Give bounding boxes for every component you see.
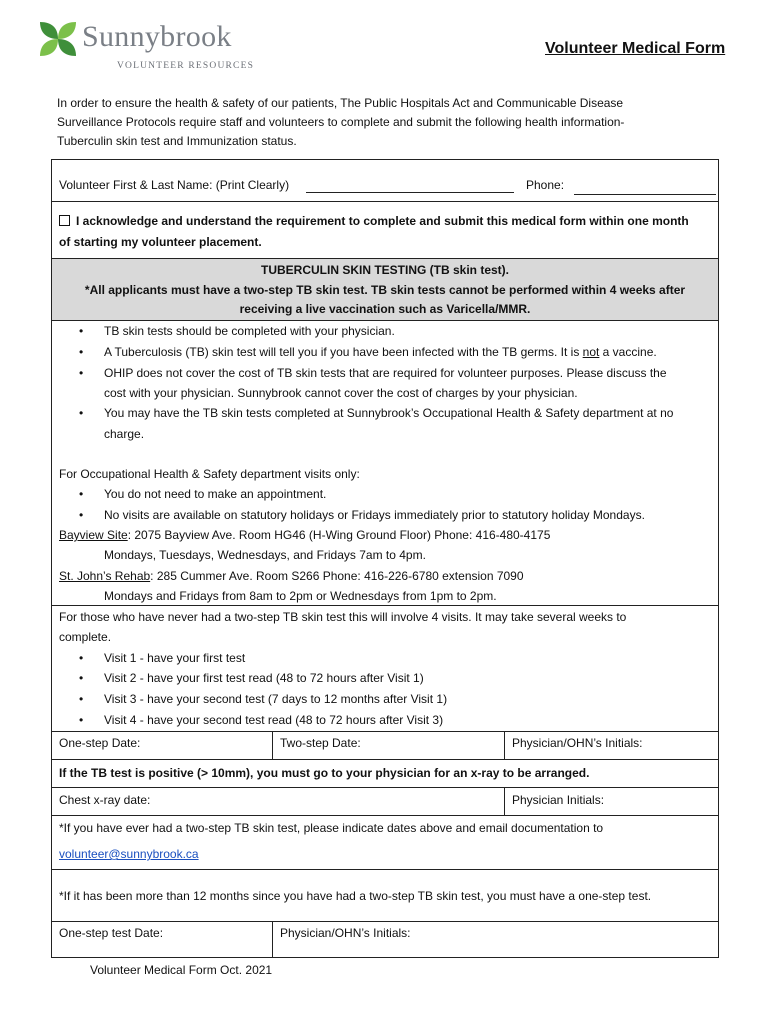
visits-intro: complete.: [59, 630, 112, 644]
phone-input-line[interactable]: [574, 194, 716, 195]
list-item: • Visit 4 - have your second test read (48 to 72 hours after Visit 3): [104, 713, 443, 727]
acknowledge-row: [52, 202, 718, 259]
phone-label: Phone:: [526, 178, 565, 192]
positive-notice-row: [52, 760, 718, 788]
tb-info-section: [52, 321, 718, 606]
chest-xray-date-field[interactable]: Chest x-ray date:: [59, 793, 151, 807]
medical-form-table: [51, 159, 719, 958]
page-title: Volunteer Medical Form: [545, 40, 726, 57]
logo-wordmark: Sunnybrook: [82, 20, 232, 53]
positive-notice: If the TB test is positive (> 10mm), you must go to your physician for an x-ray to be arranged.: [59, 766, 590, 780]
footer-text: Volunteer Medical Form Oct. 2021: [90, 963, 273, 977]
acknowledge-text: of starting my volunteer placement.: [59, 235, 262, 249]
logo-subtitle: VOLUNTEER RESOURCES: [117, 61, 255, 71]
list-item-continued: cost with your physician. Sunnybrook cannot cover the cost of charges by your physician.: [104, 386, 578, 400]
intro-line: In order to ensure the health & safety of our patients, The Public Hospitals Act and Communicable Disease: [57, 96, 624, 110]
stjohns-hours: Mondays and Fridays from 8am to 2pm or Wednesdays from 1pm to 2pm.: [104, 589, 497, 603]
one-step-test-row: [52, 922, 718, 958]
physician-ohn-initials-field-2[interactable]: Physician/OHN’s Initials:: [280, 926, 411, 940]
list-item: • You do not need to make an appointment.: [104, 487, 326, 501]
physician-ohn-initials-field[interactable]: Physician/OHN’s Initials:: [512, 736, 643, 750]
physician-initials-field[interactable]: Physician Initials:: [512, 793, 605, 807]
visits-intro: For those who have never had a two-step TB skin test this will involve 4 visits. It may take several weeks to: [59, 610, 627, 624]
email-note: *If you have ever had a two-step TB skin test, please indicate dates above and email documentation to: [59, 821, 604, 835]
list-item: • Visit 1 - have your first test: [104, 651, 245, 665]
acknowledge-checkbox[interactable]: [59, 215, 70, 226]
twelve-months-row: [52, 870, 718, 922]
tb-subheading: receiving a live vaccination such as Varicella/MMR.: [239, 302, 531, 316]
tb-heading: TUBERCULIN SKIN TESTING (TB skin test).: [260, 263, 509, 277]
intro-paragraph: [57, 94, 707, 151]
tb-dates-row: [52, 732, 718, 760]
list-item: • Visit 3 - have your second test (7 days to 12 months after Visit 1): [104, 692, 447, 706]
chest-xray-row: [52, 788, 718, 816]
name-input-line[interactable]: [306, 192, 514, 193]
list-item: • You may have the TB skin tests completed at Sunnybrook’s Occupational Health & Safety department at no: [104, 406, 673, 420]
intro-line: Surveillance Protocols require staff and volunteers to complete and submit the following health information-: [57, 115, 625, 129]
list-item: • A Tuberculosis (TB) skin test will tell you if you have been infected with the TB germs. It is not a vaccine.: [104, 345, 657, 359]
list-item: • TB skin tests should be completed with your physician.: [104, 324, 395, 338]
list-item: • No visits are available on statutory holidays or Fridays immediately prior to statutory holiday Mondays.: [104, 508, 645, 522]
volunteer-email-link[interactable]: volunteer@sunnybrook.ca: [59, 847, 199, 861]
tb-subheading: *All applicants must have a two-step TB skin test. TB skin tests cannot be performed within 4 weeks after: [84, 283, 686, 297]
ohs-heading: For Occupational Health & Safety department visits only:: [59, 467, 360, 481]
list-item: • Visit 2 - have your first test read (48 to 72 hours after Visit 1): [104, 671, 424, 685]
twelve-months-note: *If it has been more than 12 months since you have had a two-step TB skin test, you must have a one-step test.: [59, 889, 652, 903]
stjohns-site: St. John’s Rehab: 285 Cummer Ave. Room S266 Phone: 416-226-6780 extension 7090: [59, 569, 524, 583]
email-note-row: [52, 816, 718, 870]
leaf-cluster-icon: [40, 22, 76, 56]
tb-heading-section: [52, 259, 718, 321]
name-phone-row: [52, 160, 718, 202]
list-item: • OHIP does not cover the cost of TB skin tests that are required for volunteer purposes. Please discuss the: [104, 366, 667, 380]
one-step-test-date-field[interactable]: One-step test Date:: [59, 926, 164, 940]
one-step-date-field[interactable]: One-step Date:: [59, 736, 141, 750]
acknowledge-text: I acknowledge and understand the requirement to complete and submit this medical form within one month: [76, 214, 689, 228]
two-step-date-field[interactable]: Two-step Date:: [280, 736, 361, 750]
visits-section: [52, 606, 718, 732]
bayview-site: Bayview Site: 2075 Bayview Ave. Room HG46 (H-Wing Ground Floor) Phone: 416-480-4175: [59, 528, 551, 542]
name-label: Volunteer First & Last Name: (Print Clearly): [59, 178, 290, 192]
list-item-continued: charge.: [104, 427, 145, 441]
bayview-hours: Mondays, Tuesdays, Wednesdays, and Fridays 7am to 4pm.: [104, 548, 426, 562]
intro-line: Tuberculin skin test and Immunization status.: [57, 134, 297, 148]
